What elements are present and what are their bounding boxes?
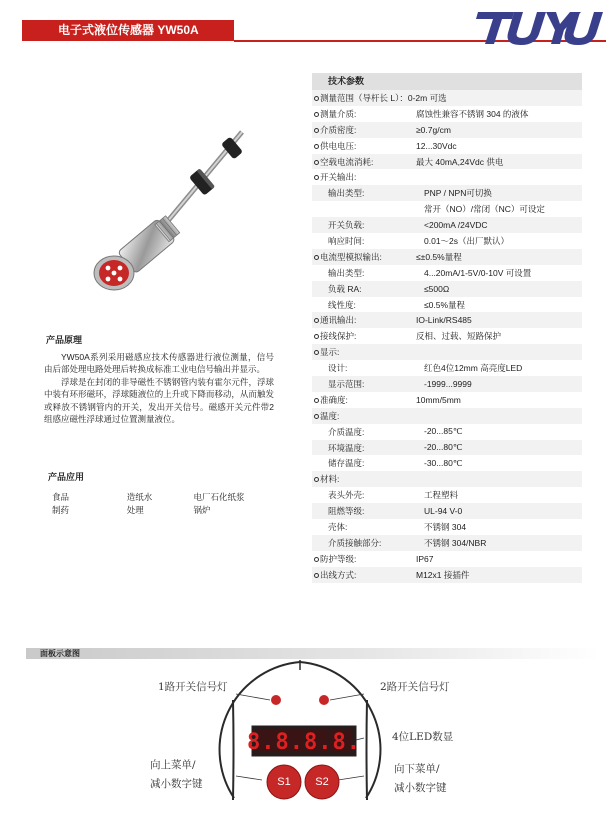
spec-row bbox=[312, 424, 582, 440]
spec-key: 开关负载: bbox=[328, 220, 365, 231]
product-photo bbox=[42, 90, 292, 300]
spec-value: 不锈钢 304/NBR bbox=[424, 537, 487, 548]
spec-row bbox=[312, 487, 582, 503]
spec-key: 储存温度: bbox=[328, 458, 365, 469]
spec-value: ≤±0.5%量程 bbox=[416, 251, 462, 262]
spec-row bbox=[312, 392, 582, 408]
spec-value: 腐蚀性兼容不锈钢 304 的液体 bbox=[416, 108, 529, 119]
spec-key: 测量介质: bbox=[312, 108, 416, 120]
spec-key: 准确度: bbox=[312, 394, 416, 406]
spec-row bbox=[312, 217, 582, 233]
applications-row bbox=[52, 504, 282, 517]
principle-paragraph-2: 浮球是在封闭的非导磁性不锈钢管内装有霍尔元件，浮球中装有环形磁环，浮球随液位的上升或下降而移动，从而触发或释放不锈钢管内的开关，发出开关信号。磁感开关元件带2组感应磁性浮球通过位置测量液位。 bbox=[44, 376, 274, 425]
spec-key: 空载电流消耗: bbox=[312, 156, 416, 168]
application-item: 处理 bbox=[126, 505, 144, 515]
spec-key: 环境温度: bbox=[328, 442, 365, 453]
spec-value: IO-Link/RS485 bbox=[416, 315, 472, 326]
spec-key: 测量范围（导杆长 L）：0-2m 可选 bbox=[312, 92, 447, 104]
spec-row bbox=[312, 154, 582, 170]
spec-value: ≤0.5%量程 bbox=[424, 299, 466, 310]
spec-key: 介质温度: bbox=[328, 426, 365, 437]
spec-row bbox=[312, 297, 582, 313]
spec-row bbox=[312, 312, 582, 328]
spec-key: 开关输出: bbox=[312, 171, 416, 183]
spec-row bbox=[312, 138, 582, 154]
principle-text bbox=[44, 351, 274, 425]
spec-key: 显示: bbox=[312, 346, 416, 358]
spec-row bbox=[312, 185, 582, 201]
spec-key: 温度: bbox=[312, 410, 416, 422]
spec-key: 接线保护: bbox=[312, 330, 416, 342]
spec-row bbox=[312, 360, 582, 376]
spec-value: IP67 bbox=[416, 553, 434, 564]
spec-key: 出线方式: bbox=[312, 569, 416, 581]
spec-value: -30...80℃ bbox=[424, 457, 463, 468]
spec-row bbox=[312, 535, 582, 551]
spec-value: 红色4位12mm 高亮度LED bbox=[424, 363, 523, 374]
spec-value: -1999...9999 bbox=[424, 378, 472, 389]
spec-row bbox=[312, 265, 582, 281]
spec-value: 不锈钢 304 bbox=[424, 521, 467, 532]
spec-key: 输出类型: bbox=[328, 267, 365, 278]
spec-key: 电流型模拟输出: bbox=[312, 251, 416, 263]
spec-key: 线性度: bbox=[328, 299, 356, 310]
spec-table bbox=[312, 73, 582, 583]
brand-logo bbox=[474, 6, 604, 48]
spec-value: ≥0.7g/cm bbox=[416, 124, 451, 135]
spec-value: 工程塑料 bbox=[424, 490, 459, 501]
principle-paragraph-1: YW50A系列采用磁感应技术传感器进行液位测量，信号由后部处理电路处理后转换成标准工业电信号输出并显示。 bbox=[44, 352, 274, 375]
spec-row bbox=[312, 201, 582, 217]
applications-list bbox=[52, 491, 282, 517]
application-item: 造纸水 bbox=[126, 492, 153, 502]
label-led-display: 4位LED数显 bbox=[392, 731, 454, 743]
spec-row bbox=[312, 233, 582, 249]
spec-row bbox=[312, 440, 582, 456]
label-up-menu-2: 减小数字键 bbox=[150, 778, 203, 790]
application-item: 锅炉 bbox=[193, 505, 211, 515]
applications-row bbox=[52, 491, 282, 504]
product-title: 电子式液位传感器 YW50A bbox=[58, 23, 199, 37]
product-title-bar bbox=[22, 20, 234, 41]
label-down-menu-2: 减小数字键 bbox=[394, 782, 447, 794]
spec-key: 表头外壳: bbox=[328, 490, 365, 501]
spec-value: 最大 40mA,24Vdc 供电 bbox=[416, 156, 504, 167]
spec-value: 12...30Vdc bbox=[416, 140, 457, 151]
application-item: 食品 bbox=[52, 492, 70, 502]
spec-row bbox=[312, 169, 582, 185]
spec-value: 10mm/5mm bbox=[416, 394, 461, 405]
panel-section-band bbox=[26, 648, 600, 659]
spec-row bbox=[312, 90, 582, 106]
spec-row bbox=[312, 122, 582, 138]
spec-value: <200mA /24VDC bbox=[424, 220, 488, 231]
spec-value: -20...85℃ bbox=[424, 426, 463, 437]
spec-value: ≤500Ω bbox=[424, 283, 450, 294]
spec-value: 0.01～2s（出厂默认） bbox=[424, 235, 510, 246]
spec-value: PNP / NPN可切换 bbox=[424, 188, 492, 199]
spec-key: 通讯输出: bbox=[312, 314, 416, 326]
spec-row bbox=[312, 376, 582, 392]
spec-key: 壳体: bbox=[328, 521, 348, 532]
spec-value: M12x1 接插件 bbox=[416, 569, 470, 580]
spec-key: 防护等级: bbox=[312, 553, 416, 565]
spec-key: 响应时间: bbox=[328, 235, 365, 246]
spec-row bbox=[312, 328, 582, 344]
label-led-2: 2路开关信号灯 bbox=[380, 681, 450, 693]
spec-key: 设计: bbox=[328, 363, 348, 374]
panel-drawing bbox=[0, 660, 616, 826]
applications-title: 产品应用 bbox=[48, 472, 85, 482]
s2-button-label: S2 bbox=[315, 776, 329, 788]
spec-key: 输出类型: bbox=[328, 188, 365, 199]
spec-row bbox=[312, 249, 582, 265]
spec-key: 阻燃等级: bbox=[328, 506, 365, 517]
spec-rows bbox=[312, 90, 582, 583]
label-down-menu-1: 向下菜单/ bbox=[394, 763, 440, 775]
spec-key: 介质接触部分: bbox=[328, 537, 382, 548]
s1-button-label: S1 bbox=[277, 776, 291, 788]
led-2-indicator bbox=[319, 695, 329, 705]
label-led-1: 1路开关信号灯 bbox=[158, 681, 228, 693]
spec-row bbox=[312, 106, 582, 122]
label-up-menu-1: 向上菜单/ bbox=[150, 759, 196, 771]
panel-title: 面板示意图 bbox=[40, 649, 80, 658]
spec-row bbox=[312, 503, 582, 519]
spec-row bbox=[312, 551, 582, 567]
application-item: 电厂石化纸浆 bbox=[193, 492, 245, 502]
spec-row bbox=[312, 455, 582, 471]
spec-value: 常开（NO）/常闭（NC）可设定 bbox=[424, 204, 545, 215]
spec-value: 反相、过载、短路保护 bbox=[416, 331, 502, 342]
spec-key: 供电电压: bbox=[312, 140, 416, 152]
spec-row bbox=[312, 471, 582, 487]
led-display-digits: 8.8.8.8. bbox=[247, 730, 361, 755]
spec-row bbox=[312, 344, 582, 360]
spec-value: UL-94 V-0 bbox=[424, 506, 463, 517]
principle-title: 产品原理 bbox=[46, 335, 83, 345]
spec-key: 负载 RA: bbox=[328, 283, 362, 294]
spec-row bbox=[312, 281, 582, 297]
s1-button[interactable] bbox=[267, 765, 301, 799]
spec-row bbox=[312, 408, 582, 424]
application-item: 制药 bbox=[52, 505, 70, 515]
spec-key: 显示范围: bbox=[328, 378, 365, 389]
panel-diagram bbox=[0, 660, 616, 826]
spec-row bbox=[312, 519, 582, 535]
s2-button[interactable] bbox=[305, 765, 339, 799]
spec-key: 介质密度: bbox=[312, 124, 416, 136]
spec-table-header: 技术参数 bbox=[312, 73, 582, 90]
tuyu-logo-mark bbox=[474, 6, 604, 48]
spec-value: -20...80℃ bbox=[424, 442, 463, 453]
spec-row bbox=[312, 567, 582, 583]
led-1-indicator bbox=[271, 695, 281, 705]
spec-value: 4...20mA/1-5V/0-10V 可设置 bbox=[424, 267, 532, 278]
spec-key: 材料: bbox=[312, 473, 416, 485]
